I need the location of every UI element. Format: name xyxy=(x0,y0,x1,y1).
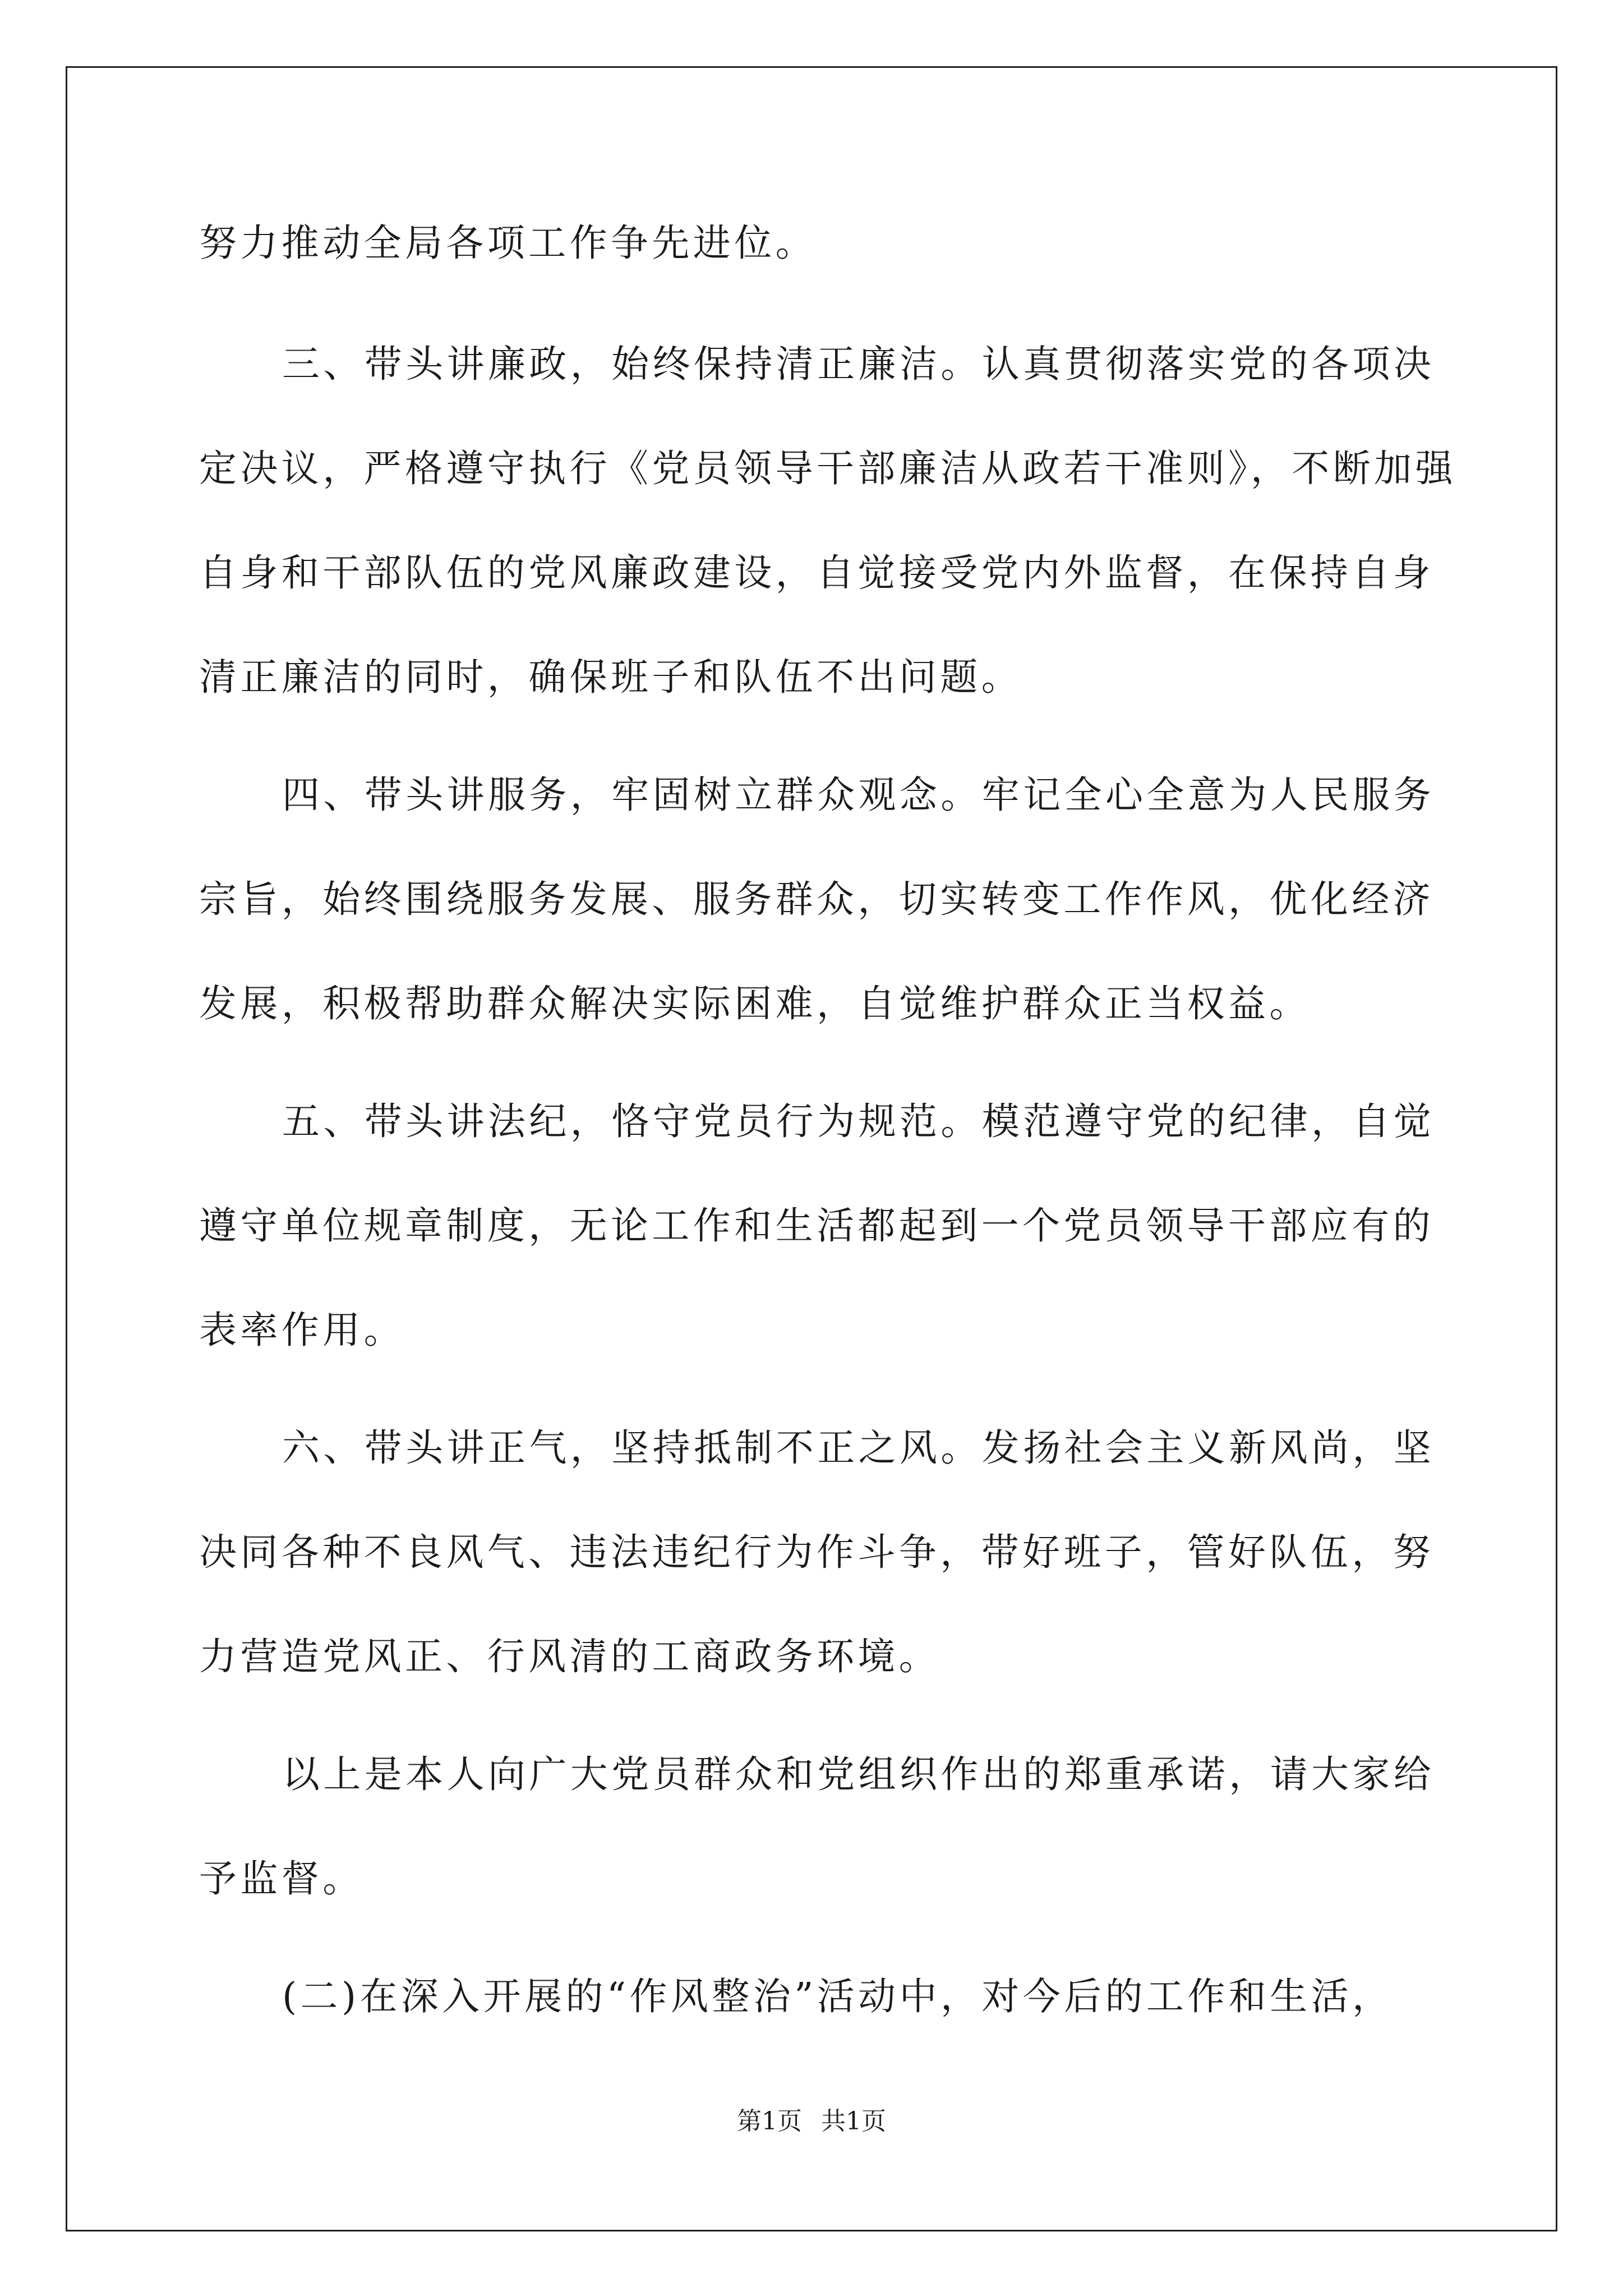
text-line: 遵守单位规章制度，无论工作和生活都起到一个党员领导干部应有的 xyxy=(199,1204,1434,1248)
text-line: 三、带头讲廉政，始终保持清正廉洁。认真贯彻落实党的各项决 xyxy=(282,342,1435,386)
text-line: 以上是本人向广大党员群众和党组织作出的郑重承诺，请大家给 xyxy=(282,1752,1435,1796)
text-line: 六、带头讲正气，坚持抵制不正之风。发扬社会主义新风尚，坚 xyxy=(282,1426,1435,1470)
text-line: 努力推动全局各项工作争先进位。 xyxy=(199,221,817,265)
text-line: 宗旨，始终围绕服务发展、服务群众，切实转变工作作风，优化经济 xyxy=(199,877,1434,921)
page-border xyxy=(66,66,1557,2231)
text-line: 定决议，严格遵守执行《党员领导干部廉洁从政若干准则》，不断加强 xyxy=(199,447,1456,490)
page-number: 第1页 xyxy=(737,2107,802,2136)
text-line: 决同各种不良风气、违法违纪行为作斗争，带好班子，管好队伍，努 xyxy=(199,1530,1434,1574)
text-line: 五、带头讲法纪，恪守党员行为规范。模范遵守党的纪律，自觉 xyxy=(282,1099,1435,1143)
text-line: 予监督。 xyxy=(199,1857,364,1901)
text-line: 四、带头讲服务，牢固树立群众观念。牢记全心全意为人民服务 xyxy=(282,773,1435,817)
text-line: 力营造党风正、行风清的工商政务环境。 xyxy=(199,1635,940,1678)
text-line: 表率作用。 xyxy=(199,1308,405,1352)
text-line: 清正廉洁的同时，确保班子和队伍不出问题。 xyxy=(199,655,1022,699)
text-line: (二)在深入开展的“作风整治”活动中，对今后的工作和生活， xyxy=(282,1975,1394,2018)
page-footer xyxy=(0,2105,1623,2138)
text-line: 自身和干部队伍的党风廉政建设，自觉接受党内外监督，在保持自身 xyxy=(199,551,1434,595)
text-line: 发展，积极帮助群众解决实际困难，自觉维护群众正当权益。 xyxy=(199,982,1311,1025)
page-total: 共1页 xyxy=(821,2107,886,2136)
